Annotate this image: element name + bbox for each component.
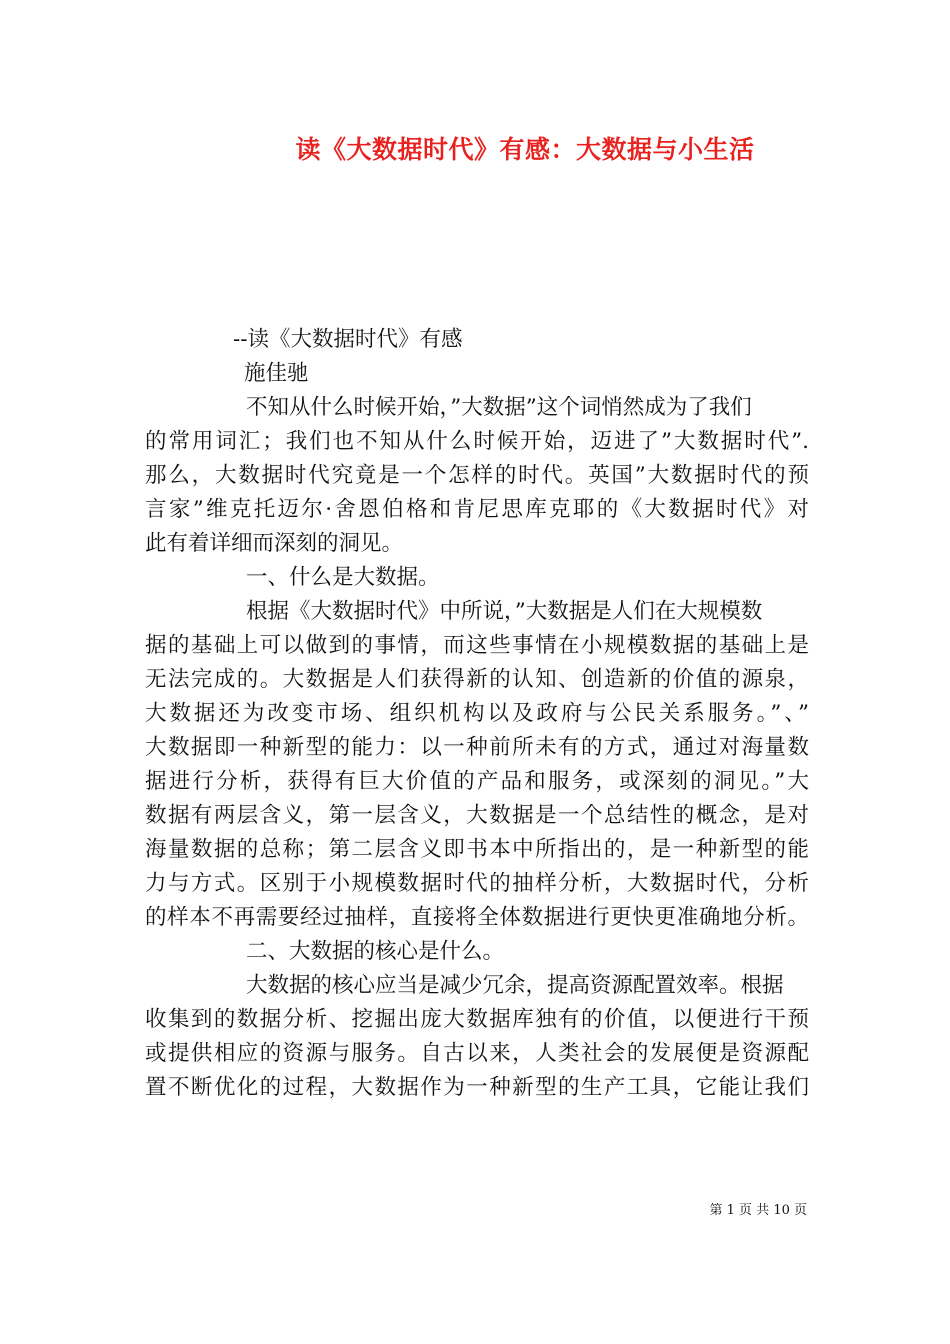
paragraph-line: 海量数据的总称；第二层含义即书本中所指出的，是一种新型的能 (145, 837, 809, 862)
paragraph-line: 大数据即一种新型的能力：以一种前所未有的方式，通过对海量数 (145, 735, 809, 760)
page-number: 第 1 页 共 10 页 (709, 1203, 807, 1218)
paragraph-line: 据的基础上可以做到的事情，而这些事情在小规模数据的基础上是 (145, 633, 809, 658)
paragraph-line: 置不断优化的过程，大数据作为一种新型的生产工具，它能让我们 (145, 1075, 809, 1100)
section-heading: 二、大数据的核心是什么。 (246, 939, 505, 964)
paragraph-line: 言家”维克托迈尔·舍恩伯格和肯尼思库克耶的《大数据时代》对 (145, 497, 809, 522)
paragraph-line: 无法完成的。大数据是人们获得新的认知、创造新的价值的源泉， (145, 667, 809, 692)
paragraph-line: 据进行分析，获得有巨大价值的产品和服务，或深刻的洞见。”大 (145, 769, 809, 794)
paragraph-line: 根据《大数据时代》中所说，”大数据是人们在大规模数 (246, 599, 763, 624)
document-author: 施佳驰 (244, 361, 309, 386)
paragraph-line: 的常用词汇；我们也不知从什么时候开始，迈进了”大数据时代”. (145, 429, 809, 454)
paragraph-line: 大数据还为改变市场、组织机构以及政府与公民关系服务。”、” (145, 701, 809, 726)
document-body (145, 323, 809, 1105)
paragraph-line: 不知从什么时候开始，”大数据”这个词悄然成为了我们 (246, 395, 752, 420)
paragraph-line: 数据有两层含义，第一层含义，大数据是一个总结性的概念，是对 (145, 803, 809, 828)
section-heading: 一、什么是大数据。 (246, 565, 440, 590)
paragraph-line: 收集到的数据分析、挖掘出庞大数据库独有的价值，以便进行干预 (145, 1007, 809, 1032)
document-title: 读《大数据时代》有感：大数据与小生活 (295, 135, 755, 164)
paragraph-line: 的样本不再需要经过抽样，直接将全体数据进行更快更准确地分析。 (145, 905, 809, 930)
document-subtitle: --读《大数据时代》有感 (233, 327, 463, 352)
paragraph-line: 或提供相应的资源与服务。自古以来，人类社会的发展便是资源配 (145, 1041, 809, 1066)
paragraph-line: 此有着详细而深刻的洞见。 (145, 531, 404, 556)
paragraph-line: 大数据的核心应当是减少冗余，提高资源配置效率。根据 (246, 973, 784, 998)
paragraph-line: 力与方式。区别于小规模数据时代的抽样分析，大数据时代，分析 (145, 871, 809, 896)
paragraph-line: 那么，大数据时代究竟是一个怎样的时代。英国”大数据时代的预 (145, 463, 809, 488)
